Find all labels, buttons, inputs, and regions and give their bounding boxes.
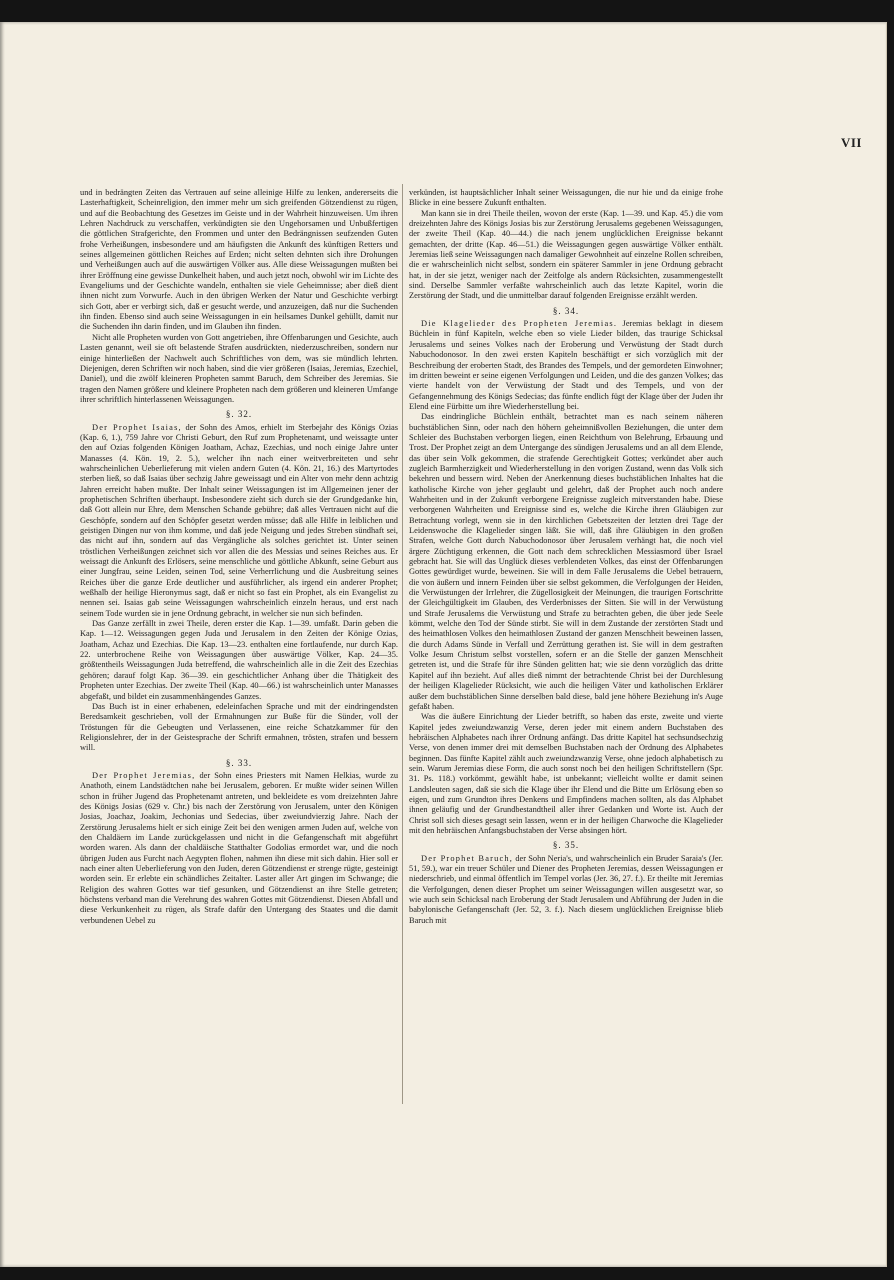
- section-heading: §. 34.: [552, 305, 580, 316]
- paragraph-body: Jeremias beklagt in diesem Büchlein in fünf Kapiteln, welche eben so viele Lieder bilden, das traurige Schicksal Jerusalems und seines Volkes nach der Eroberung und Verwüstung der Stadt durch Nabuchodonosor. In den zwei ersten Kapiteln beschäftigt er sich vorzüglich mit der Beschreibung der eroberten Stadt, des Brandes des Tempels, und der gemordeten Einwohner; im dritten beweint er seine eigenen Verfolgungen und Leiden, und die des ganzen Volkes; das vierte handelt von der Verwüstung der Stadt und des Tempels, und von der Gefangennehmung des Königs Sedecias; das fünfte endlich fügt der Klage über der Juden ihr Elend eine Fürbitte um ihre Wiederherstellung bei.: [409, 319, 723, 411]
- paragraph: Das eindringliche Büchlein enthält, betrachtet man es nach seinem näheren buchstäblichen Sinn, oder nach den höhern geheimnißvollen Beziehungen, die unter dem Schleier des Buchstaben verborgen liegen, einen Reichthum von Belehrung, Erbauung und Trost. Der Prophet zeigt an dem Untergange des sündigen Jerusalems und an all dem Elende, das über sein Volk gekommen, die strafende Gerechtigkeit Gottes; verkündet aber auch zugleich Barmherzigkeit und Wiederherstellung in den vorigen Zustand, wenn das Volk sich bekehren und bessern wird. Neben der Anerkennung dieses buchstäblichen Inhaltes hat die katholische Kirche von jeher geglaubt und gelehrt, daß der Prophet auch noch andere Wahrheiten und in der Zukunft verborgene Ereignisse zugleich mitverstanden habe. Diese verborgenen Wahrheiten und Ereignisse sind es, welche die Kirche ihren Gläubigen zur Betrachtung vorlegt, wenn sie in den kirchlichen Gebetszeiten der letzten drei Tage der Leidenswoche die Klagelieder singen läßt. Sie will, daß ihre Gläubigen in den großen Strafen, welche Gott durch Nabuchodonosor über Jerusalem verhängt hat, die noch viel ärgere Züchtigung erkennen, die Gott nach dem schrecklichen Messiasmord über Israel gebracht hat. Sie will das Unglück dieses verblendeten Volkes, das einst der Offenbarungen Gottes gewürdiget wurde, beweinen. Sie will in dem Falle Jerusalems die Uebel betrauern, die von äußern und innern Feinden über sie selbst gekommen, die Verfolgungen der Heiden, die Verwüstungen der Irrlehrer, die Zügellosigkeit der Meinungen, die traurigen Fortschritte der Gleichgültigkeit im Glauben, des Verderbnisses der Sitten. Sie will in der Verwüstung und Strafe Jerusalems die Verwüstung und Strafe zu betrachten geben, die über jede Seele kömmt, welche den Tod der Sünde stirbt. Sie will in dem Zustande der zerstörten Stadt und des heimathlosen Volkes den heimathlosen Zustand der ganzen Menschheit beweinen lassen, die durch Adams Sünde in Verfall und Zerrüttung gerathen ist. Sie will in dem gestraften Volke Jesum Christum selbst vorstellen, sofern er an die Stelle der ganzen Menschheit getreten ist, und die Strafe für ihre Sünden gelitten hat; wie sie denn vorzüglich das dritte Kapitel auf ihn bezieht. Auf alles dieß nimmt der betrachtende Christ bei der Durchlesung der heiligen Klagelieder Rücksicht, wie auch die heiligen Väter und katholischen Erklärer außer dem buchstäblichen Sinne derselben bald diese, bald jene höhere Beziehung in's Auge gefaßt haben.: [409, 412, 723, 711]
- paragraph-lead: Der Prophet Isaias,: [92, 422, 182, 432]
- paragraph: Was die äußere Einrichtung der Lieder betrifft, so haben das erste, zweite und vierte Kapitel jedes zweiundzwanzig Verse, deren jeder mit einem andern Buchstaben des hebräischen Alphabetes nach ihrer Ordnung anfängt. Das dritte Kapitel hat sechsundsechzig Verse, von denen immer drei mit demselben Buchstaben nach der Ordnung des Alphabetes beginnen. Das fünfte Kapitel zählt auch zweiundzwanzig Verse, ohne jedoch alphabetisch zu sein. Warum Jeremias diese Form, die auch sonst noch bei den heiligen Schriftstellern (Spr. 31. Ps. 118.) vorkömmt, gewählt habe, ist unbekannt; vielleicht wollte er damit seinen Landsleuten sagen, daß sie sich die Klage über ihr Elend und die Bitte um Erlösung eben so eigen, und zum Grundton ihres Denkens und Empfindens machen sollten, als das Alphabet ihnen geläufig und der Grundbestandtheil aller ihrer Gedanken und Worte ist. Auch der Christ soll sich dieses gesagt sein lassen, wenn er in der heiligen Charwoche die Klagelieder mit den hebräischen Anfangsbuchstaben der Verse absingen hört.: [409, 712, 723, 835]
- right-column: [409, 188, 723, 926]
- page-number: VII: [840, 135, 862, 150]
- paragraph-body: der Sohn des Amos, erhielt im Sterbejahr des Königs Ozias (Kap. 6, 1.), 759 Jahre vor Christi Geburt, den Ruf zum Prophetenamt, und weissagte unter den auf Ozias folgenden Königen Joatham, Achaz, Ezechias, und noch einige Jahre unter Manasses (4. Kön. 19, 2. 5.), welcher ihn nach einer weitverbreiteten und sehr wahrscheinlichen Ueberlieferung mit vielen andern Guten (4. Kön. 21, 16.) des Martyrtodes sterben ließ, so daß Isaias über sechzig Jahre geweissagt und ein Alter von mehr denn achtzig Jahren erreicht haben mußte. Der Inhalt seiner Weissagungen ist im Allgemeinen jener der prophetischen Schriften überhaupt. Insbesondere zieht sich durch sie der Grundgedanke hin, daß Gott allein nur Ehre, dem Menschen Schande gebühre; daß alles Vertrauen nicht auf die Geschöpfe, sondern auf den Schöpfer gesetzt werden müsse; daß alle Hilfe in leiblichen und geistigen Dingen nur von ihm komme, und daß jede Neigung und jedes Streben sündhaft sei, das nicht auf ihn, sondern auf das Vergängliche als solches gerichtet ist. Unter seinen tröstlichen Verheißungen zeichnet sich vor allen die des Messias und seines Reiches aus. Er weissagt die Ankunft des Erlösers, seine menschliche und göttliche Abkunft, seine Geburt aus einer Jungfrau, seine Leiden, seinen Tod, seine Verherrlichung und die Ausbreitung seines Reiches über die ganze Erde deutlicher und ausführlicher, als irgend ein anderer Prophet; weßhalb der heilige Hieronymus sagt, daß er nicht so fast ein Prophet, als ein Evangelist zu nennen sei. Isaias gab seine Weissagungen wahrscheinlich einzeln heraus, und erst nach seinem Tode wurden sie in jene Ordnung gebracht, in welcher sie nun sich befinden.: [80, 422, 398, 618]
- section-heading: §. 35.: [552, 840, 580, 851]
- paragraph: Das Buch ist in einer erhabenen, edeleinfachen Sprache und mit der eindringendsten Beredsamkeit geschrieben, voll der Ermahnungen zur Buße für die Sünder, voll der Tröstungen für die Gebeugten und Verlassenen, eine reiche Schatzkammer für den Religionslehrer, der in der Geistesprache der Schrift ermahnen, trösten, strafen und bessern will.: [80, 701, 398, 753]
- paragraph: verkünden, ist hauptsächlicher Inhalt seiner Weissagungen, die nur hie und da einige frohe Blicke in eine bessere Zukunft enthalten.: [409, 188, 723, 208]
- section-heading: §. 33.: [225, 757, 253, 768]
- book-page: [0, 22, 887, 1267]
- column-divider: [402, 184, 403, 1104]
- paragraph-body: der Sohn Neria's, und wahrscheinlich ein Bruder Saraia's (Jer. 51, 59.), war ein treuer Schüler und Diener des Propheten Jeremias, dessen Weissagungen er niederschrieb, und einmal öffentlich im Tempel vorlas (Jer. 36, 27. f.). Er theilte mit Jeremias die Verfolgungen, denen dieser Prophet um seiner Weissagungen willen ausgesetzt war, so wie auch sein Schicksal nach Eroberung der Stadt Jerusalem und Abführung der Juden in die babylonische Gefangenschaft (Jer. 52, 3. f.). Nach diesem unglücklichen Ereignisse blieb Baruch mit: [409, 853, 724, 925]
- paragraph: [80, 771, 398, 926]
- paragraph-lead: Der Prophet Jeremias,: [92, 770, 196, 780]
- paragraph: [409, 319, 723, 412]
- paragraph: [409, 854, 723, 926]
- left-column: [80, 188, 398, 926]
- paragraph: und in bedrängten Zeiten das Vertrauen auf seine alleinige Hilfe zu lenken, andererseits die Lasterhaftigkeit, Scheinreligion, den immer mehr um sich greifenden Götzendienst zu rügen, und auf die Beobachtung des Gesetzes im Geiste und in der Wahrheit hinzuweisen. Um ihren Lehren Nachdruck zu verschaffen, verkündigten sie den Ungehorsamen und Unbußfertigen die göttlichen Strafgerichte, den Frommen und unter den Bedrängnissen seufzenden Guten frohe Verheißungen, insbesondere und am häufigsten die Ankunft des künftigen Retters und seines allgemeinen göttlichen Reiches auf Erden; nicht selten dehnten sich ihre Drohungen und Verheißungen auch auf die auswärtigen Völker aus. Alle diese Weissagungen mußten bei ihrer Eröffnung eine gewisse Dunkelheit haben, und auch jetzt noch, obwohl wir im Lichte des Evangeliums und der Geschichte wandeln, enthalten sie viele Geheimnisse; aber dieß dient ihnen nicht zum Vorwurfe. Auch in den übrigen Werken der Natur und Geschichte verbirgt sich Gott, aber er verbirgt sich, daß er gesucht werde, und anzuzeigen, daß nur die Suchenden ihn finden. Ebenso sind auch seine Weissagungen in ein heilsames Dunkel gehüllt, damit nur die Suchenden ihn darin finden, und im Glauben ihn finden.: [80, 188, 399, 332]
- paragraph: [80, 423, 398, 620]
- paragraph-body: der Sohn eines Priesters mit Namen Helkias, wurde zu Anathoth, einem Landstädtchen nahe bei Jerusalem, geboren. Er mußte wider seinen Willen schon in früher Jugend das Prophetenamt antreten, und bekleidete es vom dreizehnten Jahre des Königs Josias (629 v. Chr.) bis nach der Zerstörung von Jerusalem, unter den Königen Josias, Joachaz, Joakim, Jechonias und Sedecias, über zweiundvierzig Jahre. Nach der Zerstörung Jerusalems hielt er sich einige Zeit bei den wenigen armen Juden auf, welche von den Chaldäern im Lande zurückgelassen und nicht in die Gefangenschaft mit abgeführt worden waren. Als dann der chaldäische Statthalter Godolias ermordet war, und die noch übrigen Juden aus Furcht nach Aegypten flohen, nahmen ihn diese mit sich dahin. Hier soll er nach einer alten Ueberlieferung von den Juden, deren Götzendienst er strenge rügte, gesteinigt worden sein. Er erlebte ein schändliches Zeitalter. Laster aller Art gingen im Schwange; die Religion des wahren Gottes war tief gesunken, und Götzendienst an ihre Stelle getreten; höchstens verband man die Verehrung des wahren Gottes mit Götzendienst. Diesen Abfall und diese Verkunkenheit zu rügen, als Strafe dafür den Untergang des Staates und die damit verbundenen Uebel zu: [80, 770, 399, 925]
- paragraph: Man kann sie in drei Theile theilen, wovon der erste (Kap. 1—39. und Kap. 45.) die vom dreizehnten Jahre des Königs Josias bis zur Zerstörung Jerusalems gegebenen Weissagungen, der zweite Theil (Kap. 40—44.) die nach jenem unglücklichen Ereignisse bekannt gemachten, der dritte (Kap. 46—51.) die Weissagungen gegen auswärtige Völker enthält. Jeremias ließ seine Weissagungen nach damaliger Gewohnheit auf einzelne Rollen schreiben, die er wahrscheinlich nicht selbst, sondern ein späterer Sammler in jene Ordnung gebracht hat, in der sie jetzt, weniger nach der Zeitfolge als andern Rücksichten, zusammengestellt sind. Derselbe Sammler verfaßte wahrscheinlich auch das letzte Kapitel, worin die Zerstörung der Stadt, und die unmittelbar darauf folgenden Ereignisse erzählt werden.: [409, 208, 723, 301]
- section-heading: §. 32.: [225, 409, 253, 420]
- paragraph-lead: Die Klagelieder des Propheten Jeremias.: [421, 319, 618, 329]
- paragraph: Nicht alle Propheten wurden von Gott angetrieben, ihre Offenbarungen und Gesichte, auch Lasten genannt, weil sie oft belastende Strafen ausdrückten, niederzuschreiben, sondern nur einige hinterließen der Nachwelt auch Schriftliches von dem, was sie mündlich lehrten. Diejenigen, deren Schriften wir noch haben, sind die vier größeren (Isaias, Jeremias, Ezechiel, Daniel), und die zwölf kleineren Propheten sammt Baruch, dem Schreiber des Jeremias. Sie tragen den Namen größere und kleinere Propheten nach dem größeren und kleineren Umfange ihrer schriftlich hinterlassenen Weissagungen.: [80, 332, 398, 404]
- paragraph: Das Ganze zerfällt in zwei Theile, deren erster die Kap. 1—39. umfaßt. Darin geben die Kap. 1—12. Weissagungen gegen Juda und Jerusalem in den Zeiten der Könige Ozias, Joatham, Achaz und Ezechias. Die Kap. 13—23. enthalten eine fortlaufende, nur durch Kap. 22. unterbrochene Reihe von Weissagungen über auswärtige Völker, Kap. 24—35. größtentheils Weissagungen Juda betreffend, die wahrscheinlich alle in die Zeit des Ezechias gehören; darauf folgt Kap. 36—39. ein geschichtlicher Anhang über die Thätigkeit des Propheten unter Ezechias. Der zweite Theil (Kap. 40—66.) ist wahrscheinlich unter Manasses abgefaßt, und bildet ein zusammenhängendes Ganzes.: [80, 619, 398, 701]
- paragraph-lead: Der Prophet Baruch,: [421, 853, 514, 863]
